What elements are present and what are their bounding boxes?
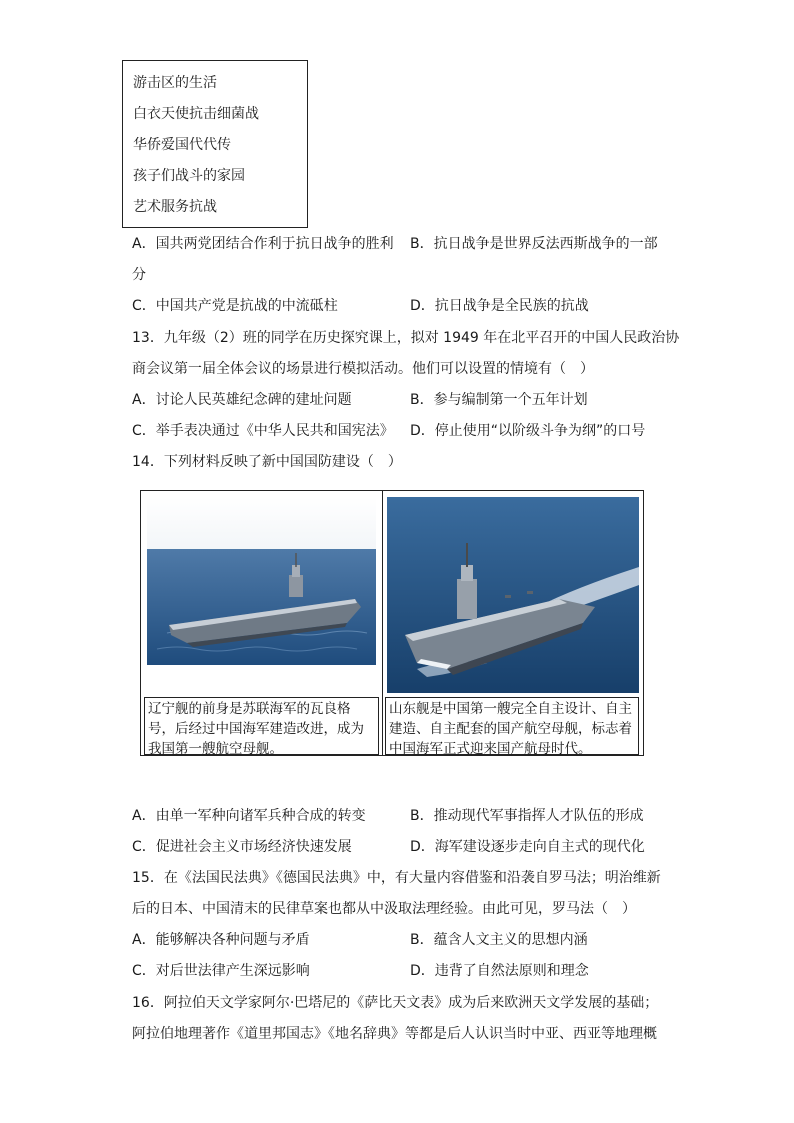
q15-option-a: A．能够解决各种问题与矛盾	[132, 932, 310, 948]
q15-stem-line2: 后的日本、中国清末的民律草案也都从中汲取法理经验。由此可见，罗马法（ ）	[132, 901, 636, 917]
q12-option-a: A．国共两党团结合作利于抗日战争的胜利	[132, 236, 394, 252]
list-item: 艺术服务抗战	[133, 199, 217, 215]
q13-option-a: A．讨论人民英雄纪念碑的建址问题	[132, 392, 352, 408]
q16-stem-line1: 16．阿拉伯天文学家阿尔·巴塔尼的《萨比天文表》成为后来欧洲天文学发展的基础；	[132, 995, 659, 1011]
caption-liaoning: 辽宁舰的前身是苏联海军的瓦良格号，后经过中国海军建造改进，成为我国第一艘航空母舰。	[144, 697, 379, 755]
q14-option-b: B．推动现代军事指挥人才队伍的形成	[410, 808, 644, 824]
q15-option-c: C．对后世法律产生深远影响	[132, 963, 310, 979]
topic-list-box	[122, 60, 308, 228]
list-item: 华侨爱国代代传	[133, 137, 231, 153]
q13-stem-line2: 商会议第一届全体会议的场景进行模拟活动。他们可以设置的情境有（ ）	[132, 361, 594, 377]
q14-option-c: C．促进社会主义市场经济快速发展	[132, 839, 352, 855]
q13-option-b: B．参与编制第一个五年计划	[410, 392, 588, 408]
figure-cell-left	[141, 491, 383, 755]
q15-stem-line1: 15．在《法国民法典》《德国民法典》中，有大量内容借鉴和沿袭自罗马法；明治维新	[132, 870, 661, 886]
list-item: 白衣天使抗击细菌战	[133, 106, 259, 122]
q14-option-a: A．由单一军种向诸军兵种合成的转变	[132, 808, 366, 824]
q15-option-d: D．违背了自然法原则和理念	[410, 963, 589, 979]
caption-shandong: 山东舰是中国第一艘完全自主设计、自主建造、自主配套的国产航空母舰，标志着中国海军正式迎来国产航母时代。	[385, 697, 639, 755]
list-item: 孩子们战斗的家园	[133, 168, 245, 184]
carrier-image	[387, 497, 639, 693]
carrier-image	[147, 497, 376, 665]
q13-option-d: D．停止使用“以阶级斗争为纲”的口号	[410, 423, 646, 439]
carrier-figure-table	[140, 490, 644, 756]
q15-option-b: B．蕴含人文主义的思想内涵	[410, 932, 588, 948]
list-item: 游击区的生活	[133, 75, 217, 91]
q13-option-c: C．举手表决通过《中华人民共和国宪法》	[132, 423, 394, 439]
liaoning-carrier-photo	[147, 497, 376, 665]
figure-cell-right	[383, 491, 643, 755]
q12-option-c: C．中国共产党是抗战的中流砥柱	[132, 298, 338, 314]
q13-stem-line1: 13．九年级（2）班的同学在历史探究课上，拟对 1949 年在北平召开的中国人民政治协	[132, 330, 680, 346]
q12-option-b-cont: 分	[132, 267, 146, 283]
q14-option-d: D．海军建设逐步走向自主式的现代化	[410, 839, 645, 855]
q12-option-b: B．抗日战争是世界反法西斯战争的一部	[410, 236, 658, 252]
shandong-carrier-photo	[387, 497, 639, 693]
q12-option-d: D．抗日战争是全民族的抗战	[410, 298, 589, 314]
q16-stem-line2: 阿拉伯地理著作《道里邦国志》《地名辞典》等都是后人认识当时中亚、西亚等地理概	[132, 1026, 657, 1042]
q14-stem: 14．下列材料反映了新中国国防建设（ ）	[132, 454, 402, 470]
